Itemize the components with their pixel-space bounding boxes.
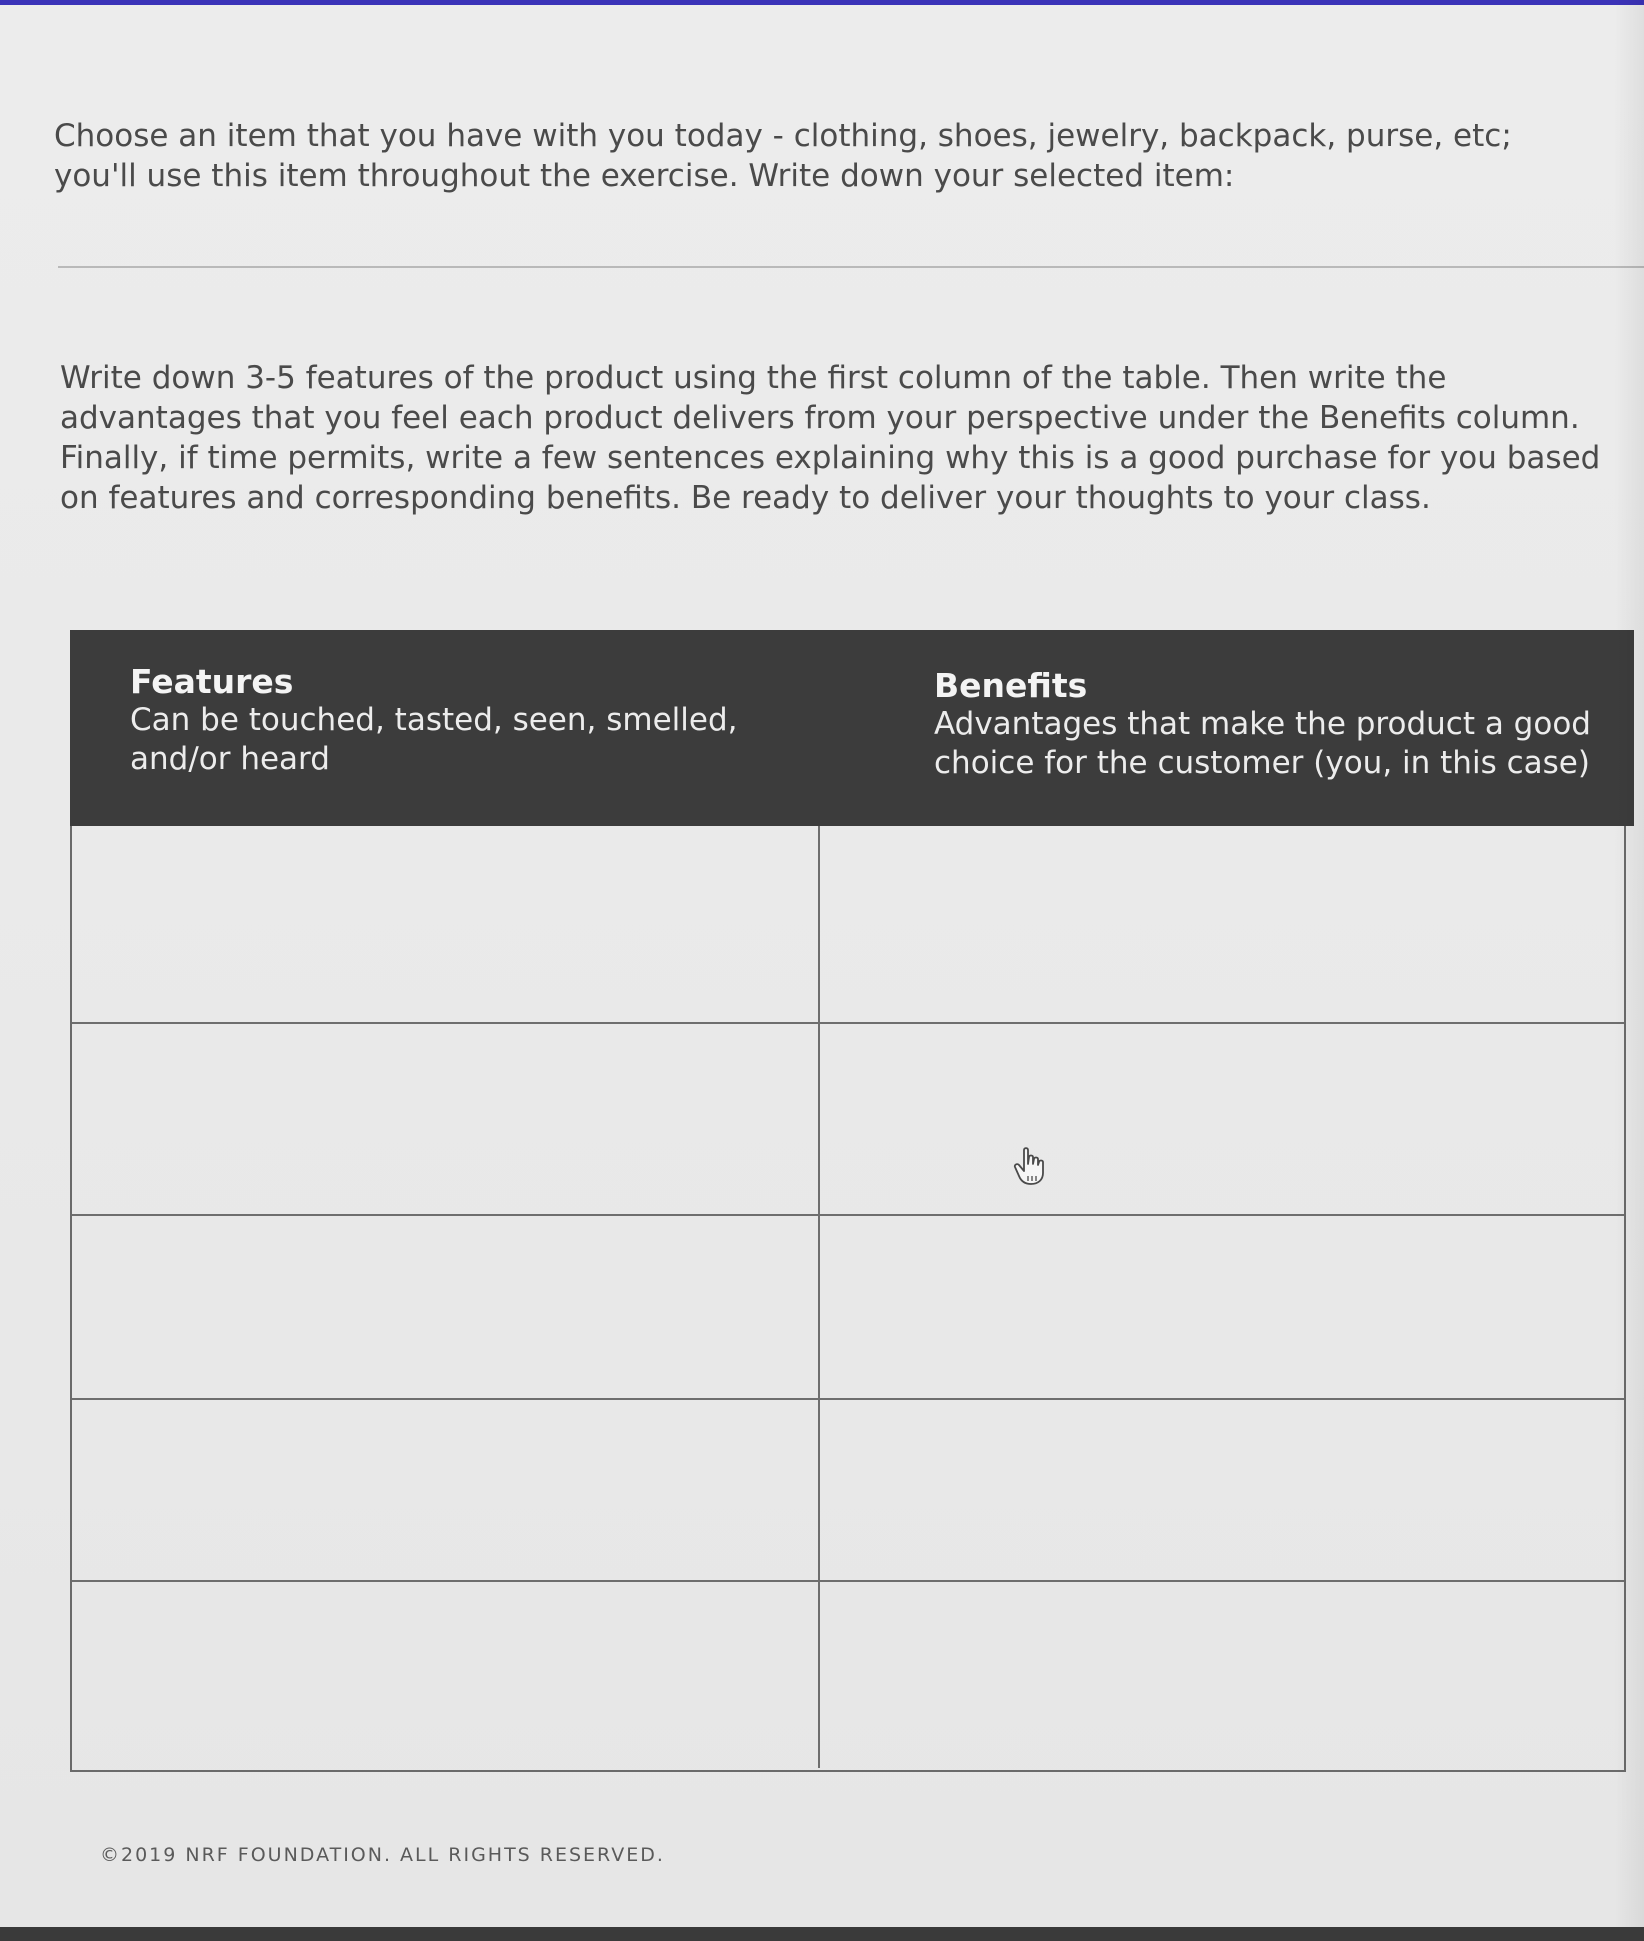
top-accent-bar	[0, 0, 1644, 5]
benefits-title: Benefits	[934, 666, 1088, 705]
feature-cell[interactable]	[72, 1582, 820, 1768]
bottom-edge	[0, 1927, 1644, 1941]
benefit-cell[interactable]	[820, 826, 1624, 1022]
features-description: Can be touched, tasted, seen, smelled, and/or heard	[130, 702, 738, 777]
benefit-cell[interactable]	[820, 1216, 1624, 1398]
table-row	[72, 1024, 1624, 1216]
features-benefits-table	[70, 630, 1634, 1770]
table-body	[70, 826, 1626, 1772]
features-header	[130, 662, 770, 779]
table-row	[72, 1216, 1624, 1400]
item-prompt: Choose an item that you have with you today - clothing, shoes, jewelry, backpack, purse, etc; you'll use this item throughout the exercise. Write down your selected item:	[54, 118, 1512, 194]
feature-cell[interactable]	[72, 1024, 820, 1214]
features-title: Features	[130, 662, 294, 701]
benefit-cell[interactable]	[820, 1582, 1624, 1768]
copyright-footer: ©2019 NRF FOUNDATION. ALL RIGHTS RESERVED.	[100, 1844, 665, 1866]
benefit-cell[interactable]	[820, 1024, 1624, 1214]
hand-pointer-icon	[1012, 1146, 1048, 1186]
benefits-description: Advantages that make the product a good choice for the customer (you, in this case)	[934, 706, 1591, 781]
table-row	[72, 1400, 1624, 1582]
benefit-cell[interactable]	[820, 1400, 1624, 1580]
selected-item-answer-line[interactable]	[58, 266, 1644, 268]
page-edge-shadow	[1614, 0, 1644, 1941]
table-row	[72, 826, 1624, 1024]
feature-cell[interactable]	[72, 826, 820, 1022]
table-row	[72, 1582, 1624, 1768]
feature-cell[interactable]	[72, 1400, 820, 1580]
features-instructions: Write down 3-5 features of the product using the first column of the table. Then write the advantages that you feel each product delivers from your perspective under the Benefits column. Finally, if time permits, write a few sentences explaining why this is a good purchase for you based on features and corresponding benefits. Be ready to deliver your thoughts to your class.	[60, 360, 1601, 516]
feature-cell[interactable]	[72, 1216, 820, 1398]
benefits-header	[934, 666, 1614, 783]
table-header	[70, 630, 1634, 826]
